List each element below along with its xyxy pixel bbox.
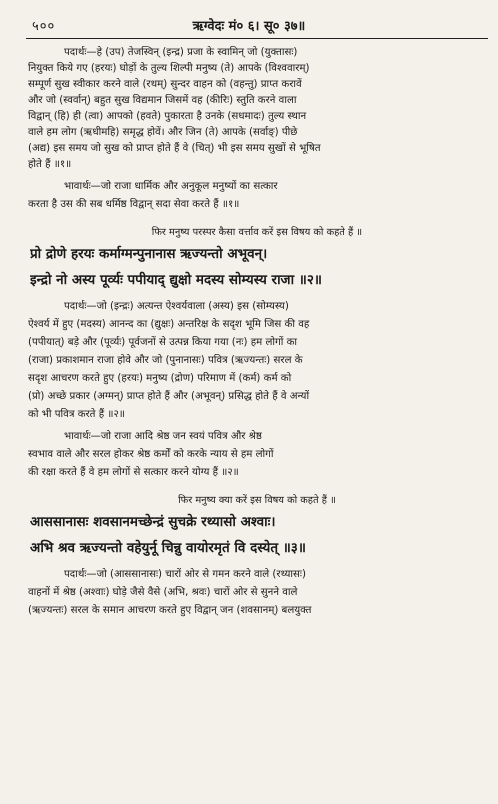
mantra-3-line: आससानासः शवसानमच्छेन्द्रं सुचक्रे रथ्यासो अश्वाः। [30, 514, 276, 530]
page-header [0, 16, 498, 34]
bhavartha-1-line: करता है उस की सब धर्मिष्ठ विद्वान् सदा सेवा करते हैं ॥१॥ [28, 199, 240, 210]
bhavartha-2-line: की रक्षा करते हैं वे हम लोगों से सत्कार करने योग्य हैं ॥२॥ [28, 467, 239, 478]
padartha-3-line: पदार्थः—जो (आससानासः) चारों ओर से गमन करने वाले (रथ्यासः) [64, 569, 306, 580]
running-title: ऋग्वेदः मं० ६। सू० ३७॥ [192, 19, 306, 34]
intro-3: फिर मनुष्य क्या करें इस विषय को कहते हैं ॥ [178, 495, 336, 506]
padartha-1-line: होते हैं ॥१॥ [28, 159, 72, 170]
padartha-1-line: वाले हम लोग (ऋधीमहि) समृद्ध होवें। और जिन (ते) आपके (सर्वाङ्) पीछे [28, 127, 298, 138]
padartha-2-line: पदार्थः—जो (इन्द्रः) अत्यन्त ऐश्वर्यवाला (अस्य) इस (सोम्यस्य) [64, 301, 289, 312]
padartha-3-line: वाहनों में श्रेष्ठ (अश्वाः) घोड़े जैसे वैसे (अभि, श्रवः) चारों ओर से सुनने वाले [28, 587, 298, 598]
padartha-1-line: पदार्थः—हे (उप) तेजस्विन् (इन्द्र) प्रजा के स्वामिन् जो (युक्तासः) [64, 47, 298, 58]
mantra-2-line: प्रो द्रोणे हरयः कर्माग्मन्पुनानास ऋज्यन्तो अभूवन्। [30, 246, 268, 262]
page-number: ५०० [32, 19, 56, 34]
padartha-2-line: (पपीयात्) बड़े और (पूर्व्यः) पूर्वजनों से उत्पन्न किया गया (नः) हम लोगों का [28, 337, 298, 348]
padartha-2-line: ऐश्वर्य में हुए (मदस्य) आनन्द का (द्युक्षः) अन्तरिक्ष के सदृश भूमि जिस की वह [28, 319, 310, 330]
bhavartha-2-line: स्वभाव वाले और सरल होकर श्रेष्ठ कर्मों को करके न्याय से हम लोगों [28, 449, 274, 460]
padartha-1-line: नियुक्त किये गए (हरयः) घोड़ों के तुल्य शिल्पी मनुष्य (ते) आपके (विश्ववारम्) [28, 63, 310, 74]
padartha-2-line: सदृश आचरण करते हुए (हरयः) मनुष्य (द्रोण) परिमाण में (कर्म) कर्म को [28, 373, 292, 384]
padartha-1-line: सम्पूर्ण सुख स्वीकार करने वाले (रथम्) सुन्दर वाहन को (वहन्तु) प्राप्त करावें [28, 79, 302, 90]
mantra-3-line: अभि श्रव ऋज्यन्तो वहेयुर्नू चिन्नु वायोरमृतं वि दस्येत् ॥३॥ [30, 540, 306, 556]
padartha-2-line: को भी पवित्र करते हैं ॥२॥ [28, 409, 125, 420]
padartha-2-line: (प्रो) अच्छे प्रकार (अग्मन्) प्राप्त होते हैं और (अभूवन्) प्रसिद्ध होते हैं वे अन्यों [28, 391, 310, 402]
bhavartha-1-line: भावार्थः—जो राजा धार्मिक और अनुकूल मनुष्यों का सत्कार [64, 181, 278, 192]
padartha-2-line: (राजा) प्रकाशमान राजा होवे और जो (पुनानासः) पवित्र (ऋज्यन्तः) सरल के [28, 355, 303, 366]
header-rule [26, 38, 488, 39]
mantra-2-line: इन्द्रो नो अस्य पूर्व्यः पपीयाद् द्युक्षो मदस्य सोम्यस्य राजा ॥२॥ [30, 272, 322, 288]
padartha-1-line: और जो (स्वर्वान्) बहुत सुख विद्यमान जिसमें वह (कीरिः) स्तुति करने वाला [28, 95, 297, 106]
bhavartha-2-line: भावार्थः—जो राजा आदि श्रेष्ठ जन स्वयं पवित्र और श्रेष्ठ [64, 431, 262, 442]
padartha-1-line: (अद्य) इस समय जो सुख को प्राप्त होते हैं वे (चित्) भी इस समय सुखों से भूषित [28, 143, 321, 154]
intro-2: फिर मनुष्य परस्पर कैसा वर्त्ताव करें इस विषय को कहते हैं ॥ [151, 227, 363, 238]
padartha-1-line: विद्वान् (हि) ही (त्वा) आपको (हवते) पुकारता है उनके (सधमादः) तुल्य स्थान [28, 111, 307, 122]
padartha-3-line: (ऋज्यन्तः) सरल के समान आचरण करते हुए विद्वान् जन (शवसानम्) बलयुक्त [28, 605, 312, 616]
